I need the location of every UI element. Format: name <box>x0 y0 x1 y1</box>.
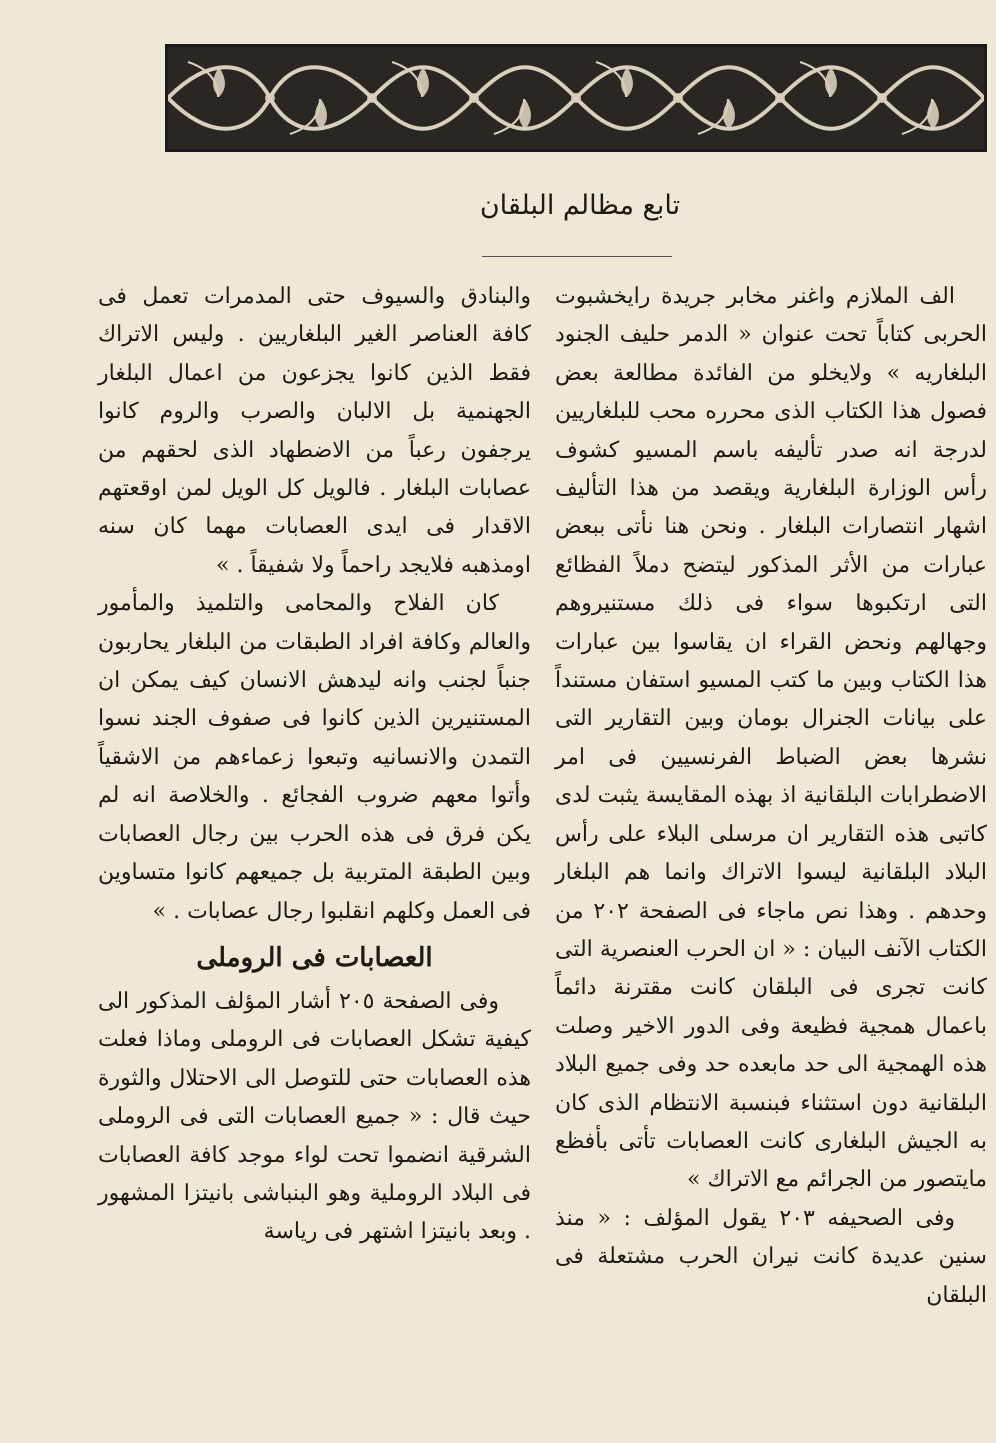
article-column-right <box>555 278 987 1315</box>
article-column-left <box>98 278 531 1252</box>
paragraph: كان الفلاح والمحامى والتلميذ والمأمور والعالم وكافة افراد الطبقات من البلغار يحاربون جنباً لجنب وانه ليدهش الانسان كيف يمكن ان المستنيرين الذين كانوا فى صفوف الجند نسوا التمدن والانسانيه وتبعوا زعماءهم من الاشقياً وأتوا معهم ضروب الفجائع . والخلاصة انه لم يكن فرق فى هذه الحرب بين رجال العصابات وبين الطبقة المتربية بل جميعهم كانوا متساوين فى العمل وكلهم انقلبوا رجال عصابات . » <box>98 591 531 924</box>
article-title: تابع مظالم البلقان <box>479 190 681 221</box>
paragraph: الف الملازم واغنر مخابر جريدة رايخشبوت الحربى كتاباً تحت عنوان « الدمر حليف الجنود البلغاريه » ولايخلو من الفائدة مطالعة بعض فصول هذا الكتاب الذى محرره محب للبلغاريين لدرجة انه صدر تأليفه باسم المسيو كشوف رأس الوزارة البلغارية ويقصد من هذا التأليف اشهار انتصارات البلغار . ونحن هنا نأتى ببعض عبارات من الأثر المذكور ليتضح دملاً الفظائع التى ارتكبوها سواء فى ذلك مستنيروهم وجهالهم ونحض القراء ان يقاسوا بين عبارات هذا الكتاب وبين ما كتب المسيو استفان مستنداً على بيانات الجنرال بومان وبين التقارير التى نشرها بعض الضباط الفرنسيين فى امر الاضطرابات البلقانية اذ بهذه المقايسة يثبت لدى كاتبى هذه التقارير ان مرسلى البلاء على رأس البلاد البلقانية ليسوا الاتراك وانما هم البلغار وحدهم . وهذا نص ماجاء فى الصفحة ٢٠٢ من الكتاب الآنف البيان : « ان الحرب العنصرية التى كانت تجرى فى البلقان كانت مقترنة دائماً باعمال همجية فظيعة وفى الدور الاخير وصلت هذه الهمجية الى حد مابعده حد وفى جميع البلاد البلقانية دون استثناء فبنسبة الانتظام الذى كان به الجيش البلغارى كانت العصابات تأتى بأفظع مايتصور من الجرائم مع الاتراك » <box>555 284 987 1193</box>
paragraph: وفى الصحيفه ٢٠٣ يقول المؤلف : « منذ سنين عديدة كانت نيران الحرب مشتعلة فى البلقان <box>555 1205 987 1308</box>
title-divider <box>482 256 672 257</box>
section-subheading: العصابات فى الروملى <box>196 942 433 973</box>
arabesque-ornament <box>168 47 984 149</box>
ornamental-header-band <box>165 44 987 152</box>
paragraph: وفى الصفحة ٢٠٥ أشار المؤلف المذكور الى كيفية تشكل العصابات فى الروملى وماذا فعلت هذه العصابات حتى للتوصل الى الاحتلال والثورة حيث قال : « جميع العصابات التى فى الروملى الشرقية انضموا تحت لواء موجد كافة العصابات فى البلاد الروملية وهو البنباشى بانيتزا المشهور . وبعد بانيتزا اشتهر فى رياسة <box>98 988 531 1245</box>
paragraph: والبنادق والسيوف حتى المدمرات تعمل فى كافة العناصر الغير البلغاريين . وليس الاتراك فقط الذين كانوا يجزعون من اعمال البلغار الجهنمية بل الالبان والصرب والروم كانوا يرجفون رعباً من الاضطهاد الذى لحقهم من عصابات البلغار . فالويل كل الويل لمن اوقعتهم الاقدار فى ايدى العصابات مهما كان سنه اومذهبه فلايجد راحماً ولا شفيقاً . » <box>98 284 531 578</box>
